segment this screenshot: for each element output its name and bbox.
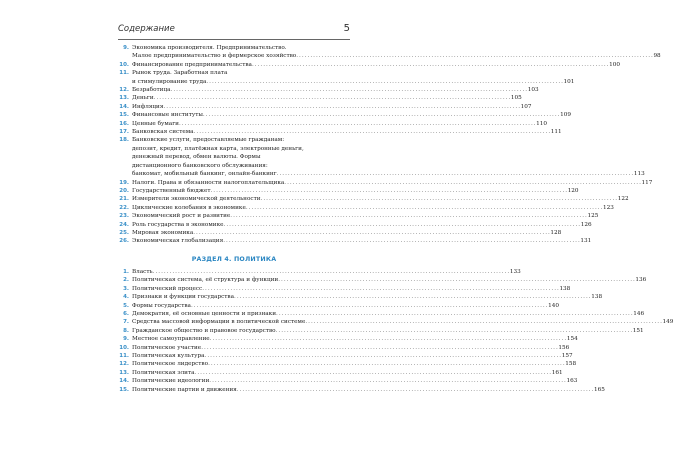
dot-leader [296, 52, 652, 60]
toc-entry-title: Средства массовой информации в политической системе [132, 319, 306, 326]
toc-entry [118, 327, 644, 335]
toc-entry-page: 126 [580, 221, 592, 228]
toc-entry [118, 369, 563, 377]
toc-entry-title: Финансовые институты [132, 112, 203, 119]
toc-entry-title: Ценные бумаги [132, 120, 179, 127]
toc-entry-number: 23. [119, 213, 129, 220]
dot-leader [163, 103, 519, 111]
toc-entry-title: Гражданское общество и правовое государство [132, 327, 276, 334]
toc-entry-title: и стимулирование труда [132, 78, 207, 85]
toc-entry [118, 69, 575, 86]
toc-entry-title: Финансирование предпринимательства [132, 61, 252, 68]
toc-entry [118, 310, 645, 318]
toc-entry-page: 123 [603, 204, 614, 211]
toc-entry [118, 229, 562, 237]
toc-entry-title: Налоги. Права и обязанности налогоплательщика [132, 179, 285, 186]
toc-entry-page: 158 [565, 361, 577, 368]
toc-entry-title: Власть [132, 269, 153, 275]
toc-entry-title: Банковские услуги, предоставляемые гражданам: [132, 137, 285, 144]
running-header [118, 23, 350, 38]
dot-leader [202, 285, 558, 293]
toc-entry [118, 204, 614, 212]
toc-entry-page: 140 [548, 302, 560, 309]
toc-entry-title: денежный перевод, обмен валюты. Формы [132, 154, 261, 161]
dot-leader [276, 310, 632, 318]
toc-entry [118, 94, 522, 102]
dot-leader [201, 344, 557, 352]
dot-leader [203, 111, 559, 119]
toc-entry-page: 100 [609, 61, 620, 68]
toc-entry-title: депозит, кредит, платёжная карта, электронные деньги, [132, 145, 304, 152]
toc-entry-number: 4. [123, 294, 129, 301]
dot-leader [284, 179, 640, 187]
toc-entry-page: 103 [527, 87, 539, 94]
toc-entry-number: 12. [119, 87, 129, 94]
toc-entry-number: 2. [123, 277, 129, 284]
toc-entry-page: 101 [563, 78, 575, 85]
toc-entry-page: 98 [653, 53, 661, 60]
toc-entry [118, 344, 570, 352]
toc-entry-page: 138 [559, 285, 571, 292]
toc-entry [118, 44, 661, 61]
toc-entry [118, 285, 571, 293]
toc-list-economics [118, 44, 661, 246]
toc-entry-number: 15. [119, 112, 129, 119]
toc-entry-number: 13. [119, 95, 129, 102]
toc-entry-title: банкомат, мобильный банкинг, онлайн-банкинг [132, 171, 277, 178]
toc-entry-page: 157 [561, 353, 573, 360]
toc-entry-page: 113 [633, 171, 645, 178]
toc-entry-number: 24. [119, 221, 129, 228]
toc-entry-title: Инфляция [132, 103, 164, 110]
toc-entry-number: 17. [119, 129, 129, 136]
toc-entry-page: 125 [587, 213, 599, 220]
toc-entry-title: Экономический рост и развитие [132, 213, 231, 220]
toc-entry-page: 165 [593, 386, 605, 393]
toc-entry-title: Измерители экономической деятельности [132, 196, 261, 203]
dot-leader [277, 170, 633, 178]
toc-entry-page: 120 [567, 187, 579, 194]
toc-entry [118, 318, 673, 326]
toc-entry-page: 133 [509, 269, 521, 275]
toc-entry-title: Формы государства [132, 302, 191, 309]
toc-entry [118, 103, 532, 111]
toc-entry-title: Политический процесс [132, 285, 203, 292]
dot-leader [171, 86, 527, 94]
toc-entry-number: 9. [123, 45, 129, 51]
toc-entry [118, 61, 620, 69]
toc-entry-page: 117 [641, 179, 653, 186]
toc-entry-page: 163 [566, 378, 578, 385]
dot-leader [209, 377, 565, 385]
toc-entry-title: Местное самоуправление [132, 336, 210, 343]
dot-leader [179, 120, 535, 128]
toc-entry-page: 138 [591, 294, 603, 301]
dot-leader [261, 195, 617, 203]
dot-leader [153, 268, 509, 276]
toc-entry-number: 14. [119, 103, 129, 110]
dot-leader [205, 352, 561, 360]
toc-list-politics [118, 268, 673, 394]
toc-entry [118, 111, 571, 119]
toc-entry-number: 11. [119, 353, 129, 360]
toc-entry-number: 6. [123, 311, 129, 318]
toc-entry-page: 154 [566, 336, 578, 343]
toc-entry-number: 25. [119, 229, 129, 236]
toc-entry-page: 149 [662, 319, 673, 326]
dot-leader [195, 369, 551, 377]
toc-entry-page: 109 [560, 112, 571, 119]
running-header-title: Содержание [118, 24, 175, 34]
toc-entry-title: Политическое лидерство [132, 361, 209, 368]
dot-leader [191, 302, 547, 310]
toc-entry-title: Экономика производителя. Предпринимательство. [132, 45, 287, 51]
toc-entry-page: 128 [550, 229, 562, 236]
dot-leader [230, 212, 586, 220]
toc-entry [118, 179, 653, 187]
toc-entry [118, 187, 579, 195]
dot-leader [305, 318, 661, 326]
dot-leader [278, 276, 634, 284]
toc-entry [118, 377, 578, 385]
toc-entry [118, 86, 539, 94]
toc-entry-number: 7. [123, 319, 129, 326]
toc-entry-number: 20. [119, 187, 129, 194]
dot-leader [246, 204, 602, 212]
dot-leader [252, 61, 608, 69]
toc-entry-title: Политическая элита [132, 369, 195, 376]
dot-leader [210, 187, 566, 195]
toc-entry [118, 120, 548, 128]
toc-entry-number: 14. [119, 378, 129, 385]
dot-leader [210, 335, 566, 343]
toc-entry-number: 15. [119, 386, 129, 393]
toc-entry [118, 136, 645, 178]
toc-entry-number: 8. [123, 327, 129, 334]
toc-entry-title: Мировая экономика [132, 229, 194, 236]
toc-entry [118, 276, 647, 284]
toc-entry [118, 195, 629, 203]
toc-entry-number: 3. [123, 285, 129, 292]
toc-entry-page: 111 [550, 129, 562, 136]
toc-entry-number: 18. [119, 137, 129, 144]
toc-entry-title: Рынок труда. Заработная плата [132, 70, 228, 77]
toc-entry [118, 352, 573, 360]
toc-entry-number: 10. [119, 344, 129, 351]
dot-leader [154, 94, 510, 102]
section-heading: РАЗДЕЛ 4. ПОЛИТИКА [191, 256, 277, 263]
toc-entry-page: 146 [633, 311, 645, 318]
toc-entry-page: 161 [551, 369, 563, 376]
toc-entry-number: 9. [123, 336, 129, 343]
dot-leader [276, 327, 632, 335]
dot-leader [234, 293, 590, 301]
toc-entry-number: 13. [119, 369, 129, 376]
toc-entry [118, 221, 592, 229]
toc-entry-number: 16. [119, 120, 129, 127]
toc-entry [118, 386, 605, 394]
dot-leader [223, 237, 579, 245]
toc-entry-page: 136 [635, 277, 647, 284]
dot-leader [208, 360, 564, 368]
toc-entry-title: Банковская система [132, 129, 194, 136]
toc-entry-page: 156 [558, 344, 570, 351]
toc-entry-number: 11. [119, 70, 129, 77]
toc-entry-number: 5. [123, 302, 129, 309]
toc-entry-title: Роль государства в экономике [132, 221, 224, 228]
toc-entry-title: дистанционного банковского обслуживания: [132, 162, 268, 169]
toc-entry-page: 105 [510, 95, 522, 102]
toc-entry-number: 1. [123, 269, 129, 275]
toc-entry-number: 26. [119, 238, 129, 245]
toc-entry [118, 302, 560, 310]
dot-leader [224, 221, 580, 229]
toc-entry [118, 268, 521, 276]
toc-entry-title: Политическое участие [132, 344, 202, 351]
toc-entry-title: Политические партии и движения [132, 386, 237, 393]
toc-entry-title: Деньги [132, 95, 154, 102]
toc-entry-number: 19. [119, 179, 129, 186]
dot-leader [194, 128, 550, 136]
dot-leader [206, 78, 562, 86]
toc-entry-number: 10. [119, 61, 129, 68]
toc-entry [118, 128, 562, 136]
toc-entry-title: Демократия, её основные ценности и признаки [132, 311, 277, 318]
toc-entry-title: Политическая культура [132, 353, 205, 360]
page-number: 5 [343, 23, 350, 34]
toc-entry-title: Безработица [132, 87, 171, 94]
toc-entry-number: 12. [119, 361, 129, 368]
toc-entry-number: 21. [119, 196, 129, 203]
toc-entry-page: 122 [617, 196, 629, 203]
dot-leader [193, 229, 549, 237]
toc-entry-page: 151 [632, 327, 644, 334]
toc-entry-title: Циклические колебания в экономике [132, 204, 246, 211]
toc-entry-title: Признаки и функции государства [132, 294, 235, 301]
toc-entry-number: 22. [119, 204, 129, 211]
toc-entry-title: Политическая система, её структура и функции [132, 277, 279, 284]
header-rule [118, 39, 350, 40]
toc-entry-title: Государственный бюджет [132, 187, 211, 194]
toc-entry [118, 237, 592, 245]
toc-entry-page: 131 [580, 238, 592, 245]
toc-entry-page: 107 [520, 103, 532, 110]
toc-entry [118, 335, 578, 343]
toc-entry-page: 110 [536, 120, 548, 127]
dot-leader [237, 386, 593, 394]
toc-entry [118, 212, 599, 220]
toc-entry [118, 360, 577, 368]
toc-entry-title: Экономическая глобализация [132, 238, 224, 245]
toc-entry-title: Политические идеологии [132, 378, 210, 385]
toc-entry-title: Малое предпринимательство и фермерское хозяйство [132, 53, 297, 60]
toc-entry [118, 293, 603, 301]
